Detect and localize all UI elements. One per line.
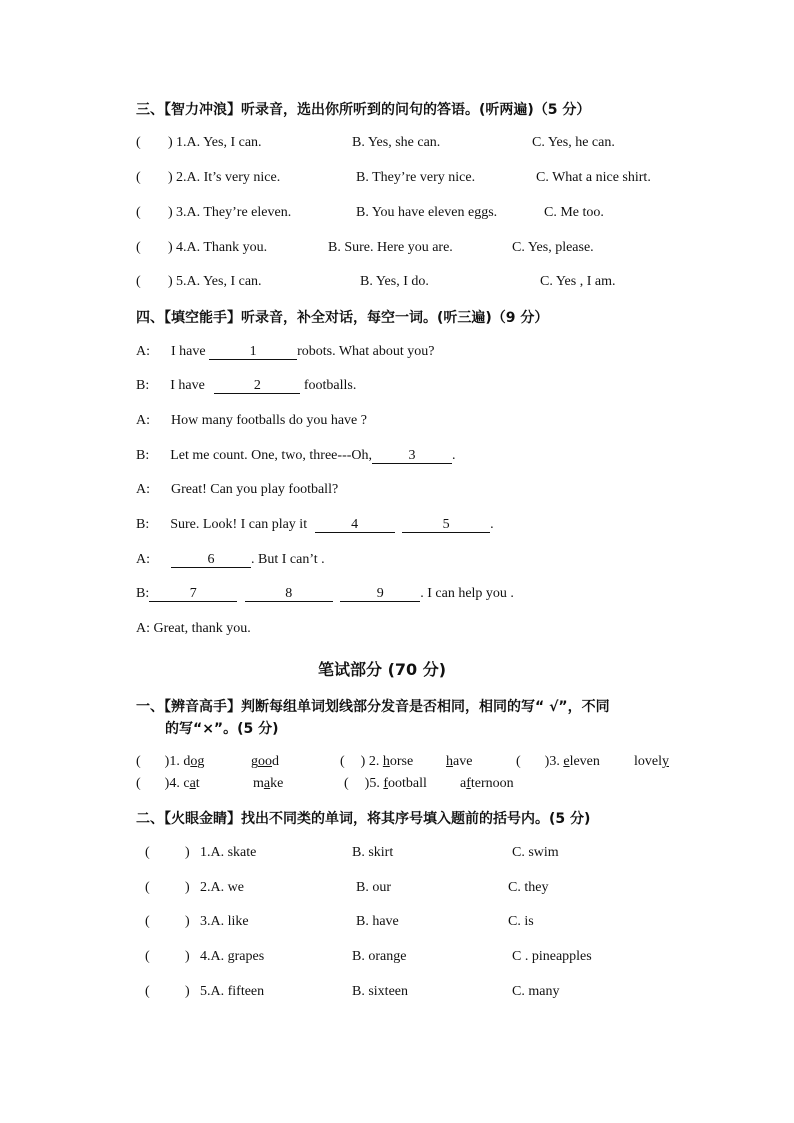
answer-paren-open[interactable]: ( [136, 274, 141, 289]
written-part-title: 笔试部分 (70 分) [318, 660, 447, 679]
option-b: B. our [356, 880, 391, 895]
option-b: B. sixteen [352, 984, 408, 999]
part1-word-make [253, 776, 283, 792]
paren-close: ) [185, 949, 190, 964]
answer-paren-open[interactable]: ( [136, 170, 141, 185]
answer-paren-open[interactable]: ( [136, 240, 141, 255]
option-a: 2.A. It’s very nice. [176, 170, 281, 185]
underlined-sound: f [383, 776, 389, 791]
question-number: )3. [544, 754, 564, 769]
paren-close: ) [185, 984, 190, 999]
part1-heading-line2: 的写“×”。(5 分) [165, 721, 279, 737]
part1-word-good [251, 754, 279, 770]
fill-blank-3[interactable]: 3 [372, 449, 452, 464]
option-b: B. Yes, she can. [352, 135, 441, 150]
speaker: B: [136, 517, 150, 532]
option-b: B. skirt [352, 845, 394, 860]
line-text: I have [171, 344, 206, 359]
part1-q3 [516, 754, 600, 770]
dialogue-line-5 [136, 482, 338, 498]
line-text: Sure. Look! I can play it [170, 517, 308, 532]
option-b: B. You have eleven eggs. [356, 205, 498, 220]
fill-blank-9[interactable]: 9 [340, 587, 420, 602]
dialogue-line-7 [136, 552, 325, 568]
part1-row-2 [136, 776, 200, 792]
answer-paren-open[interactable]: ( [136, 135, 141, 150]
answer-paren-open[interactable]: ( [136, 205, 141, 220]
underlined-sound: oo [258, 754, 272, 769]
option-c: C. they [508, 880, 549, 895]
word-part: m [253, 776, 264, 791]
option-a: 4.A. grapes [200, 949, 265, 964]
line-text: Let me count. One, two, three---Oh, [170, 448, 372, 463]
fill-blank-5[interactable]: 5 [402, 518, 490, 533]
part1-word-have [446, 754, 472, 770]
option-b: B. Yes, I do. [360, 274, 429, 289]
answer-paren-open[interactable]: ( [145, 845, 150, 860]
dialogue-line-8 [136, 586, 514, 602]
line-text: robots. What about you? [297, 344, 435, 359]
speaker: A: [136, 552, 150, 567]
option-c: C . pineapples [512, 949, 592, 964]
underlined-sound: h [446, 754, 453, 769]
answer-paren-open[interactable]: ( [145, 914, 150, 929]
speaker: A: [136, 344, 150, 359]
option-c: C. swim [512, 845, 559, 860]
paren-close: ) [185, 880, 190, 895]
dialogue-line-4 [136, 448, 456, 464]
option-b: B. orange [352, 949, 407, 964]
question-number: )5. [364, 776, 384, 791]
option-c: C. many [512, 984, 560, 999]
section3-heading: 三、【智力冲浪】听录音，选出你所听到的问句的答语。(听两遍)（5 分） [136, 102, 591, 118]
option-b: B. have [356, 914, 399, 929]
option-b: B. They’re very nice. [356, 170, 476, 185]
option-a: 3.A. They’re eleven. [176, 205, 292, 220]
option-b: B. Sure. Here you are. [328, 240, 453, 255]
answer-paren-open[interactable]: ( [516, 754, 521, 769]
word-part: g [197, 754, 205, 769]
line-text: How many footballs do you have ? [171, 413, 367, 428]
fill-blank-8[interactable]: 8 [245, 587, 333, 602]
option-c: C. is [508, 914, 534, 929]
option-c: C. Yes, please. [512, 240, 594, 255]
word-part: a [460, 776, 467, 791]
word-part: lovel [634, 754, 662, 769]
option-a: 4.A. Thank you. [176, 240, 268, 255]
fill-blank-4[interactable]: 4 [315, 518, 395, 533]
fill-blank-7[interactable]: 7 [149, 587, 237, 602]
line-text: . I can help you . [420, 586, 514, 601]
answer-paren-open[interactable]: ( [136, 776, 141, 791]
part1-word-lovely [634, 754, 669, 770]
line-text: Great! Can you play football? [171, 482, 339, 497]
fill-blank-2[interactable]: 2 [214, 379, 300, 394]
dialogue-line-6 [136, 517, 494, 533]
section4-heading: 四、【填空能手】听录音，补全对话，每空一词。(听三遍)（9 分） [136, 310, 549, 326]
speaker: A: [136, 413, 150, 428]
fill-blank-6[interactable]: 6 [171, 553, 251, 568]
word-part: ave [453, 754, 473, 769]
option-c: C. What a nice shirt. [536, 170, 651, 185]
option-c: C. Me too. [544, 205, 604, 220]
option-a: 5.A. Yes, I can. [176, 274, 262, 289]
option-c: C. Yes , I am. [540, 274, 616, 289]
paren-close: ) [185, 914, 190, 929]
word-part: orse [389, 754, 414, 769]
option-a: 2.A. we [200, 880, 244, 895]
part2-heading: 二、【火眼金睛】找出不同类的单词，将其序号填入题前的括号内。(5 分) [136, 811, 591, 827]
dialogue-line-1 [136, 344, 434, 360]
dialogue-line-2 [136, 378, 356, 394]
line-text: I have [170, 378, 205, 393]
option-c: C. Yes, he can. [532, 135, 615, 150]
word-part: t [195, 776, 200, 791]
word-part: d [272, 754, 279, 769]
answer-paren-open[interactable]: ( [145, 984, 150, 999]
word-part: ootball [388, 776, 427, 791]
question-number: )1. d [164, 754, 191, 769]
option-a: 5.A. fifteen [200, 984, 265, 999]
underlined-sound: y [662, 754, 669, 769]
underlined-sound: a [189, 776, 196, 791]
word-part: leven [569, 754, 600, 769]
speaker: A: [136, 482, 150, 497]
underlined-sound: o [190, 754, 198, 769]
answer-paren-open[interactable]: ( [136, 754, 141, 769]
paren-close: ) [168, 205, 173, 220]
paren-close: ) [168, 170, 173, 185]
option-a: 3.A. like [200, 914, 249, 929]
word-part: g [251, 754, 258, 769]
answer-paren-open[interactable]: ( [145, 949, 150, 964]
paren-close: ) [185, 845, 190, 860]
fill-blank-1[interactable]: 1 [209, 345, 297, 360]
line-text: . [490, 517, 494, 532]
line-text: footballs. [303, 378, 357, 393]
word-part: ke [270, 776, 284, 791]
dialogue-line-3 [136, 413, 367, 429]
question-number: ) 2. [360, 754, 383, 769]
speaker: B: [136, 448, 150, 463]
underlined-sound: a [263, 776, 271, 791]
paren-close: ) [168, 274, 173, 289]
word-part: ternoon [470, 776, 514, 791]
underlined-sound: e [563, 754, 570, 769]
part1-q2 [340, 754, 413, 770]
part1-word-afternoon [460, 776, 514, 792]
dialogue-line-9: A: Great, thank you. [136, 621, 251, 636]
part1-q5 [344, 776, 427, 792]
option-a: 1.A. skate [200, 845, 257, 860]
option-a: 1.A. Yes, I can. [176, 135, 262, 150]
speaker: B: [136, 586, 150, 601]
part1-row-1 [136, 754, 204, 770]
underlined-sound: h [382, 754, 390, 769]
line-text: . But I can’t . [251, 552, 325, 567]
part1-heading-line1: 一、【辨音高手】判断每组单词划线部分发音是否相同，相同的写“ √”，不同 [136, 699, 610, 715]
answer-paren-open[interactable]: ( [344, 776, 349, 791]
line-text: . [452, 448, 456, 463]
paren-close: ) [168, 240, 173, 255]
question-number: )4. c [164, 776, 190, 791]
underlined-sound: f [466, 776, 471, 791]
answer-paren-open[interactable]: ( [340, 754, 345, 769]
speaker: B: [136, 378, 150, 393]
answer-paren-open[interactable]: ( [145, 880, 150, 895]
paren-close: ) [168, 135, 173, 150]
